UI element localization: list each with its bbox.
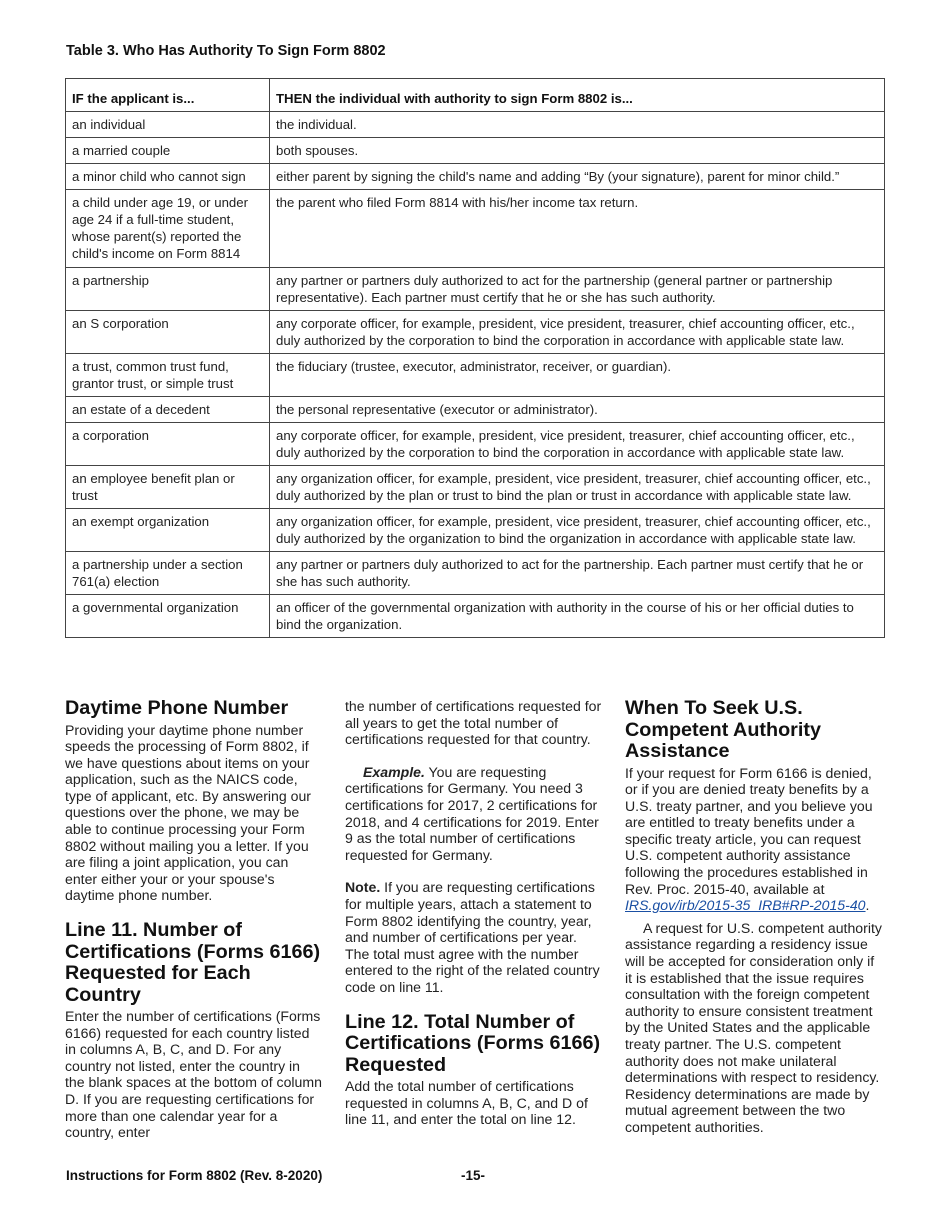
irb-link[interactable]: IRS.gov/irb/2015-35_IRB#RP-2015-40: [625, 897, 866, 914]
page-number: -15-: [461, 1168, 486, 1183]
column-middle: [345, 698, 603, 1128]
applicant-cell: a child under age 19, or under age 24 if a full-time student, whose parent(s) reported the child's income on Form 8814: [66, 190, 270, 268]
paragraph-daytime-phone: Providing your daytime phone number speeds the processing of Form 8802, if we have questions about items on your application, such as the NAICS code, type of applicant, etc. By answering our questions over the phone, we may be able to continue processing your Form 8802 without mailing you a letter. If you are filing a joint application, you can enter either your or your spouse's daytime phone number.: [65, 721, 311, 904]
column-left: [65, 698, 323, 1141]
authority-table: [65, 78, 885, 638]
authority-cell: any partner or partners duly authorized to act for the partnership (general partner or partnership representative). Each partner must certify that he or she has such authority.: [270, 268, 885, 311]
applicant-cell: an employee benefit plan or trust: [66, 466, 270, 509]
applicant-cell: a corporation: [66, 423, 270, 466]
authority-cell: either parent by signing the child's name and adding “By (your signature), parent for minor child.”: [270, 164, 885, 190]
table-row: [66, 112, 885, 138]
applicant-cell: a trust, common trust fund, grantor trust, or simple trust: [66, 354, 270, 397]
competent-authority-text: If your request for Form 6166 is denied, or if you are denied treaty benefits by a U.S. treaty partner, and you believe you are entitled to treaty benefits under a specific treaty article, you can request U.S. competent authority assistance following the procedures established in Rev. Proc. 2015-40, available at: [625, 764, 873, 897]
applicant-cell: a partnership: [66, 268, 270, 311]
applicant-cell: a minor child who cannot sign: [66, 164, 270, 190]
authority-cell: any organization officer, for example, president, vice president, treasurer, chief accounting officer, etc., duly authorized by the plan or trust to bind the plan or trust in accordance with applicable state law.: [270, 466, 885, 509]
table-row: [66, 164, 885, 190]
paragraph-note: [345, 879, 603, 995]
column-right: [625, 698, 883, 1136]
heading-line-12: Line 12. Total Number of Certifications (Forms 6166) Requested: [345, 1010, 601, 1076]
example-label: Example.: [363, 763, 425, 780]
paragraph-line-11-continued: the number of certifications requested for all years to get the total number of certifications requested for that country.: [345, 698, 602, 748]
applicant-cell: a married couple: [66, 138, 270, 164]
heading-daytime-phone: Daytime Phone Number: [65, 697, 289, 719]
heading-competent-authority: When To Seek U.S. Competent Authority Assistance: [625, 697, 821, 762]
table-row: [66, 268, 885, 311]
paragraph-example: [345, 764, 603, 864]
applicant-cell: an estate of a decedent: [66, 397, 270, 423]
table-row: [66, 311, 885, 354]
example-text: You are requesting certifications for Germany. You need 3 certifications for 2017, 2 certifications for 2018, and 4 certifications for 2019. Enter 9 as the total number of certifications requested for Germany.: [345, 763, 599, 863]
table-row: [66, 190, 885, 268]
authority-cell: the individual.: [270, 112, 885, 138]
authority-cell: both spouses.: [270, 138, 885, 164]
table-row: [66, 552, 885, 595]
authority-cell: any corporate officer, for example, president, vice president, treasurer, chief accounting officer, etc., duly authorized by the corporation to bind the corporation in accordance with applicable state law.: [270, 311, 885, 354]
authority-cell: an officer of the governmental organization with authority in the course of his or her official duties to bind the organization.: [270, 595, 885, 638]
header-authority: THEN the individual with authority to sign Form 8802 is...: [270, 79, 885, 112]
table-row: [66, 595, 885, 638]
table-row: [66, 397, 885, 423]
header-applicant: IF the applicant is...: [66, 79, 270, 112]
note-text: If you are requesting certifications for multiple years, attach a statement to Form 8802 identifying the country, year, and number of certifications per year. The total must agree with the number entered to the right of the related country code on line 11.: [345, 879, 600, 995]
link-period: .: [865, 897, 870, 914]
table-row: [66, 509, 885, 552]
table-row: [66, 354, 885, 397]
authority-cell: the fiduciary (trustee, executor, administrator, receiver, or guardian).: [270, 354, 885, 397]
table-row: [66, 466, 885, 509]
paragraph-residency-request: A request for U.S. competent authority assistance regarding a residency issue will be accepted for consideration only if it is established that the issue requires consultation with the foreign competent authority to ensure consistent treatment by the United States and the applicable treaty partner. The U.S. competent authority does not make unilateral determinations with respect to residency. Residency determinations are made by mutual agreement between the two competent authorities.: [625, 919, 882, 1135]
authority-cell: any partner or partners duly authorized to act for the partnership. Each partner must certify that he or she has such authority.: [270, 552, 885, 595]
table-row: [66, 138, 885, 164]
table-row: [66, 423, 885, 466]
table-title: Table 3. Who Has Authority To Sign Form 8802: [66, 43, 386, 59]
authority-cell: any corporate officer, for example, president, vice president, treasurer, chief accounting officer, etc., duly authorized by the corporation to bind the corporation in accordance with applicable state law.: [270, 423, 885, 466]
authority-cell: the personal representative (executor or administrator).: [270, 397, 885, 423]
applicant-cell: an exempt organization: [66, 509, 270, 552]
paragraph-line-11: Enter the number of certifications (Forms 6166) requested for each country listed in columns A, B, C, and D. For any country not listed, enter the country in the blank spaces at the bottom of column D. If you are requesting certifications for more than one calendar year for a country, enter: [65, 1008, 322, 1141]
authority-cell: any organization officer, for example, president, vice president, treasurer, chief accounting officer, etc., duly authorized by the organization to bind the organization in accordance with applicable state law.: [270, 509, 885, 552]
paragraph-competent-authority: [625, 765, 883, 914]
footer-form-title: Instructions for Form 8802 (Rev. 8-2020): [66, 1168, 323, 1183]
applicant-cell: a partnership under a section 761(a) election: [66, 552, 270, 595]
applicant-cell: a governmental organization: [66, 595, 270, 638]
note-label: Note.: [345, 879, 381, 896]
applicant-cell: an individual: [66, 112, 270, 138]
applicant-cell: an S corporation: [66, 311, 270, 354]
authority-cell: the parent who filed Form 8814 with his/her income tax return.: [270, 190, 885, 268]
table-header-row: [66, 79, 885, 112]
paragraph-line-12: Add the total number of certifications requested in columns A, B, C, and D of line 11, and enter the total on line 12.: [345, 1078, 588, 1128]
heading-line-11: Line 11. Number of Certifications (Forms 6166) Requested for Each Country: [65, 919, 321, 1006]
